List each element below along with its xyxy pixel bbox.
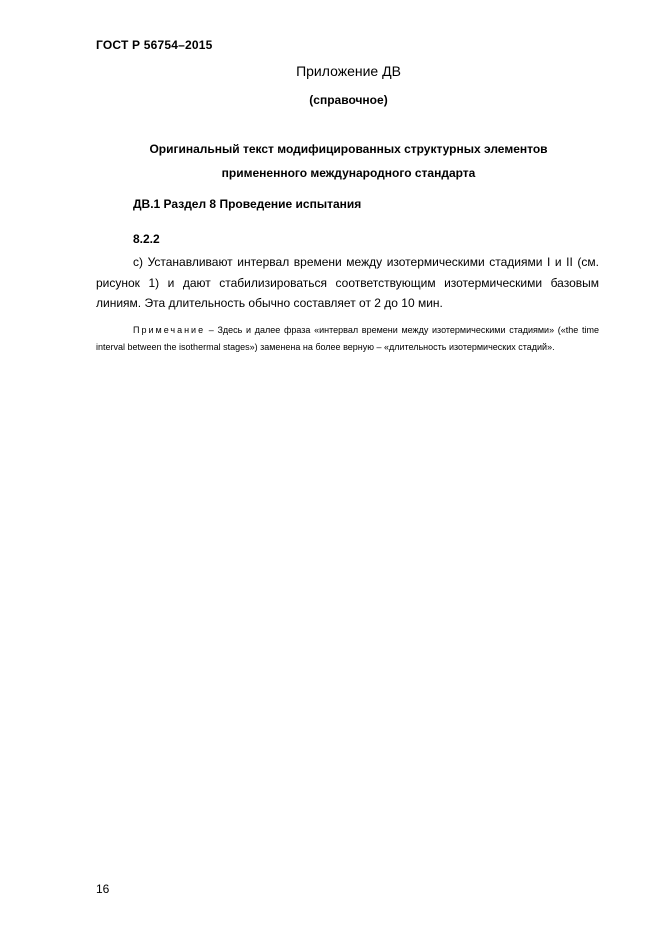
note-paragraph [96, 322, 599, 356]
note-label: Примечание [133, 325, 206, 335]
note-text: – Здесь и далее фраза «интервал времени между изотермическими стадиями» («the time interval between the isothermal stages») заменена на более верную – «длительность изотермических стадий». [96, 325, 599, 352]
appendix-status: (справочное) [309, 93, 388, 107]
clause-number: 8.2.2 [133, 232, 160, 246]
appendix-heading [96, 137, 601, 185]
page-number: 16 [96, 882, 110, 896]
heading-line-1: Оригинальный текст модифицированных структурных элементов [149, 142, 548, 156]
standard-code: ГОСТ Р 56754–2015 [96, 38, 213, 52]
clause-text: с) Устанавливают интервал времени между изотермическими стадиями I и II (см. рисунок 1) и дают стабилизироваться соответствующим изотермическими базовым линиям. Эта длительность обычно составляет от 2 до 10 мин. [96, 255, 599, 310]
heading-line-2: примененного международного стандарта [221, 166, 476, 180]
appendix-title: Приложение ДВ [296, 63, 401, 79]
section-title: ДВ.1 Раздел 8 Проведение испытания [133, 197, 362, 211]
